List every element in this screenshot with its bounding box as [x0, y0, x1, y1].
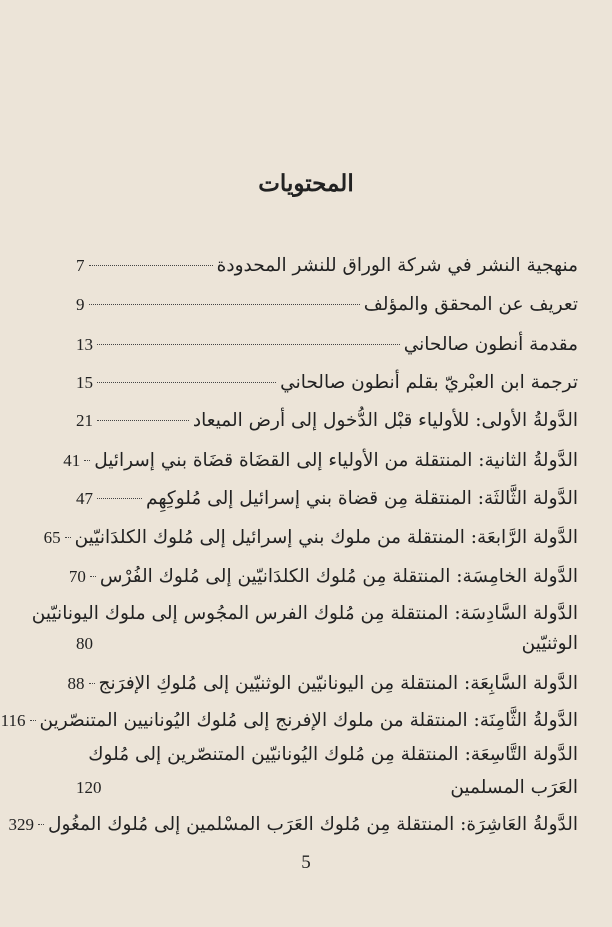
toc-entry-title-line2: العَرَب المسلمين — [450, 777, 578, 798]
toc-entry-page: 47 — [76, 489, 93, 508]
toc-entry[interactable] — [76, 632, 578, 656]
toc-entry-page: 329 — [8, 815, 35, 834]
toc-entry-page: 65 — [43, 528, 61, 547]
toc-entry-title: الدَّولةُ الأولى: للأولياء قبْل الدُّخول إلى أرض الميعاد — [192, 410, 578, 431]
toc-entry[interactable] — [67, 672, 578, 696]
dot-leader — [97, 344, 400, 345]
toc-entry-title: الدَّولة الرَّابعَة: المنتقلة من ملوك بني إسرائيل إلى مُلوك الكلدَانيّين — [74, 527, 578, 548]
toc-entry-title-line2: الوثنيّين — [521, 633, 578, 654]
dot-leader — [97, 420, 189, 421]
toc-entry-page: 21 — [76, 411, 93, 430]
toc-entry-page: 41 — [63, 451, 81, 470]
toc-entry[interactable] — [43, 526, 578, 550]
toc-entry-title: ترجمة ابن العبْريّ بقلم أنطون صالحاني — [280, 372, 578, 393]
toc-entry[interactable] — [76, 254, 578, 278]
toc-entry-title: الدَّولة الخامِسَة: المنتقلة مِن مُلوك الكلدَانيّين إلى مُلوك الفُرْس — [99, 566, 578, 587]
toc-entry[interactable] — [76, 487, 578, 511]
toc-entry[interactable] — [76, 776, 578, 800]
toc-entry-page: 80 — [76, 634, 93, 653]
toc-entry-page: 88 — [67, 674, 85, 693]
toc-entry-title: الدَّولةُ العَاشِرَة: المنتقلة مِن مُلوك العَرَب المسْلمين إلى مُلوك المغُول — [48, 814, 578, 835]
dot-leader — [97, 498, 142, 499]
toc-entry-title: الدَّولة الثَّالثَة: المنتقلة مِن قضاة بني إسرائيل إلى مُلوكِهِم — [146, 488, 578, 509]
toc-entry-title: الدَّولةُ الثانية: المنتقلة من الأولياء إلى القضَاة قضَاة بني إسرائيل — [94, 450, 578, 471]
toc-entry-page: 15 — [76, 373, 93, 392]
toc-entry-page: 13 — [76, 335, 93, 354]
toc-entry-page: 70 — [68, 567, 86, 586]
toc-entry-page: 9 — [76, 295, 85, 314]
dot-leader — [97, 382, 276, 383]
toc-entry[interactable] — [76, 371, 578, 395]
toc-entry-page: 7 — [76, 256, 85, 275]
toc-entry-page: 120 — [76, 778, 102, 797]
dot-leader — [84, 460, 90, 461]
toc-entry[interactable] — [68, 565, 578, 589]
dot-leader — [38, 824, 44, 825]
dot-leader — [90, 576, 96, 577]
toc-entry-title: الدَّولةُ الثَّامِنَة: المنتقلة من ملوك الإفرنج إلى مُلوك اليُونانيين المتنصّرين — [39, 710, 578, 731]
dot-leader — [89, 304, 360, 305]
dot-leader — [30, 720, 36, 721]
toc-entry[interactable] — [76, 293, 578, 317]
toc-entry[interactable] — [63, 449, 578, 473]
toc-entry-title: مقدمة أنطون صالحاني — [403, 334, 578, 355]
page-number: 5 — [301, 852, 311, 873]
toc-entry[interactable] — [0, 709, 578, 733]
toc-entry-title: منهجية النشر في شركة الوراق للنشر المحدودة — [216, 255, 578, 276]
toc-entry-page: 116 — [0, 711, 26, 730]
toc-entry[interactable] — [76, 333, 578, 357]
dot-leader — [65, 537, 71, 538]
toc-entry-title-line1[interactable]: الدَّولة السَّادِسَة: المنتقلة مِن مُلوك الفرس المجُوس إلى ملوك اليونانيّين — [31, 603, 578, 624]
page-title: المحتويات — [258, 170, 354, 197]
toc-entry-title: تعريف عن المحقق والمؤلف — [363, 294, 578, 315]
toc-entry[interactable] — [8, 813, 578, 837]
toc-entry-title: الدَّولة السَّابِعَة: المنتقلة مِن اليونانيّين الوثنيّين إلى مُلوكِ الإفرَنج — [98, 673, 578, 694]
toc-entry[interactable] — [76, 409, 578, 433]
dot-leader — [89, 265, 213, 266]
dot-leader — [89, 683, 95, 684]
toc-entry-title-line1[interactable]: الدَّولة التَّاسِعَة: المنتقلة مِن مُلوك اليُونانيّين المتنصّرين إلى مُلوك — [88, 744, 578, 765]
